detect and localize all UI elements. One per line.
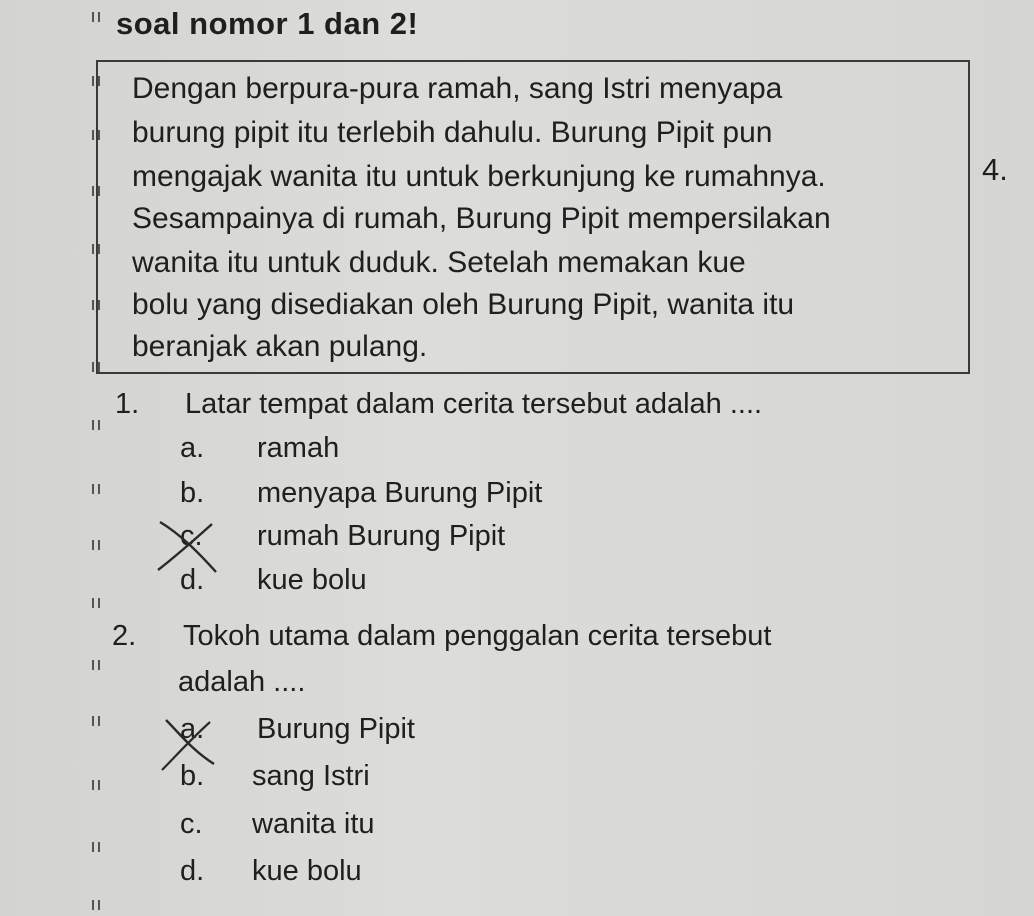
passage-line: mengajak wanita itu untuk berkunjung ke rumahnya.	[132, 160, 826, 193]
option-text: rumah Burung Pipit	[257, 520, 506, 552]
answer-cross-mark	[158, 708, 228, 780]
question-number: 2.	[112, 620, 137, 652]
answer-cross-mark	[150, 512, 230, 578]
option-letter: d.	[180, 564, 205, 596]
option-letter: c.	[180, 520, 203, 552]
passage-line: wanita itu untuk duduk. Setelah memakan kue	[132, 246, 746, 279]
option-text: wanita itu	[252, 808, 375, 840]
option-letter: b.	[180, 477, 205, 509]
option-letter: d.	[180, 855, 205, 887]
option-text: menyapa Burung Pipit	[257, 477, 543, 509]
question-text: Tokoh utama dalam penggalan cerita tersebut	[183, 620, 772, 652]
passage-line: burung pipit itu terlebih dahulu. Burung Pipit pun	[132, 116, 773, 149]
option-letter: a.	[180, 432, 205, 464]
option-text: kue bolu	[257, 564, 367, 596]
question-text: adalah ....	[178, 666, 306, 698]
passage-line: Sesampainya di rumah, Burung Pipit mempersilakan	[132, 202, 831, 235]
option-text: sang Istri	[252, 760, 370, 792]
option-letter: c.	[180, 808, 203, 840]
option-letter: b.	[180, 760, 205, 792]
passage-line: Dengan berpura-pura ramah, sang Istri menyapa	[132, 72, 783, 105]
option-text: ramah	[257, 432, 340, 464]
question-text: Latar tempat dalam cerita tersebut adalah ....	[185, 388, 763, 420]
question-number: 1.	[115, 388, 140, 420]
page-heading: soal nomor 1 dan 2!	[116, 6, 419, 41]
option-text: Burung Pipit	[257, 713, 415, 745]
passage-line: bolu yang disediakan oleh Burung Pipit, wanita itu	[132, 288, 795, 321]
next-question-number: 4.	[982, 152, 1008, 187]
passage-line: beranjak akan pulang.	[132, 330, 428, 363]
option-letter: a.	[180, 713, 205, 745]
option-text: kue bolu	[252, 855, 362, 887]
